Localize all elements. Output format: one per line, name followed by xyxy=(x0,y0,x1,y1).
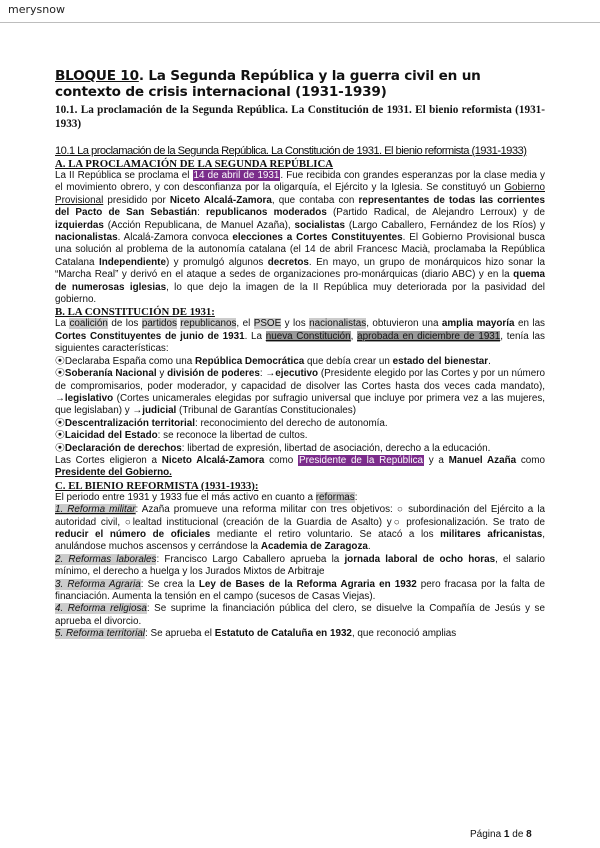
bullet-item xyxy=(55,443,545,455)
document-content xyxy=(55,68,545,641)
section-b-closing xyxy=(55,455,545,480)
text: : → xyxy=(259,368,276,380)
independiente: Independiente xyxy=(99,256,166,268)
text: como xyxy=(264,454,298,466)
declaracion-derechos: Declaración de derechos xyxy=(64,442,182,454)
text: ) y promulgó algunos xyxy=(165,256,268,268)
reducir-oficiales: reducir el número de oficiales xyxy=(55,528,211,540)
reform-item xyxy=(55,603,545,628)
highlight-coalicion: coalición xyxy=(69,318,108,330)
niceto-name: Niceto Alcalá-Zamora xyxy=(161,454,265,466)
highlight-partidos: partidos xyxy=(141,318,177,330)
ejecutivo: ejecutivo xyxy=(275,368,319,380)
document-subtitle: 10.1. La proclamación de la Segunda República. La Constitución de 1931. El bienio reformista (1931- 1933) xyxy=(55,104,545,130)
highlight-republicanos: republicanos xyxy=(180,318,237,330)
page-number xyxy=(470,829,532,840)
text: El periodo entre 1931 y 1933 fue el más activo en cuanto a xyxy=(55,491,316,503)
section-a-paragraph xyxy=(55,170,545,306)
bullet-item xyxy=(55,368,545,418)
descentralizacion: Descentralización territorial xyxy=(64,417,195,429)
academia-zaragoza: Academia de Zaragoza xyxy=(260,541,368,553)
text: La xyxy=(55,318,70,330)
current-page: 1 xyxy=(503,829,510,840)
division-poderes: división de poderes xyxy=(167,368,260,380)
section-b-heading: B. LA CONSTITUCIÓN DE 1931: xyxy=(55,306,215,319)
bullet-icon: ⦿ xyxy=(55,368,65,380)
elecciones-cortes: elecciones a Cortes Constituyentes xyxy=(232,232,403,244)
text: en las xyxy=(514,318,545,330)
reform-item xyxy=(55,554,545,579)
total-pages: 8 xyxy=(526,829,532,840)
text: . El Gobierno Provisional busca una solución al problema de la autonomía catalana (el 14 de abril Francesc Macià, proclamaba la República Catalana xyxy=(55,232,545,268)
text: : Francisco Largo Caballero aprueba la xyxy=(156,553,345,565)
bullet-item xyxy=(55,430,545,442)
text: Las Cortes eligieron a xyxy=(55,454,162,466)
text: : Se aprueba el xyxy=(145,628,215,640)
section-c-heading: C. EL BIENIO REFORMISTA (1931-1933): xyxy=(55,479,259,492)
manuel-azana: Manuel Azaña xyxy=(448,454,517,466)
amplia-mayoria: amplia mayoría xyxy=(441,318,515,330)
section-b-intro xyxy=(55,318,545,355)
text: (Partido Radical, de Alejandro Lerroux) y de xyxy=(326,207,545,219)
document-title xyxy=(55,68,545,100)
top-bar xyxy=(0,0,600,23)
text: : Se crea la xyxy=(140,578,199,590)
section-c-intro xyxy=(55,492,545,504)
decretos: decretos xyxy=(267,256,309,268)
text: mediante el retiro voluntario. Se atacó a los xyxy=(210,528,441,540)
niceto-name: Niceto Alcalá-Zamora xyxy=(169,194,272,206)
highlight-nacionalistas: nacionalistas xyxy=(309,318,367,330)
socialistas: socialistas xyxy=(294,219,346,231)
reform-item xyxy=(55,504,545,554)
text: . xyxy=(367,541,371,553)
text: : xyxy=(354,491,358,503)
text: , xyxy=(350,330,358,342)
reform-label: 1. Reforma militar xyxy=(55,504,136,516)
cortes-constituyentes: Cortes Constituyentes de junio de 1931 xyxy=(55,330,245,342)
footer-of: de xyxy=(509,829,527,840)
text: , el xyxy=(236,318,254,330)
text: presidido por xyxy=(103,194,170,206)
bullet-icon: ⦿ xyxy=(55,430,65,442)
bullet-item xyxy=(55,356,545,368)
text: : Se suprime la financiación pública del clero, se disuelve la Compañía de Jesús y se aprueba el divorcio. xyxy=(55,603,545,627)
estado-bienestar: estado del bienestar xyxy=(392,355,489,367)
text: , lo que dejo la imagen de la II República muy deteriorada por la pasividad del gobierno. xyxy=(55,281,545,306)
text: y xyxy=(156,368,168,380)
quema-iglesias: quema de numerosas iglesias xyxy=(55,269,545,293)
text: : Azaña promueve una reforma militar con tres objetivos: ○ subordinación del Ejército a la autoridad civil, ○lealtad institucional (creación de la Guardia de Asalto) y○ profesionalización. Se trato de xyxy=(55,504,546,528)
bloque-label: BLOQUE 10 xyxy=(55,68,139,84)
text: . La xyxy=(244,330,266,342)
highlight-reformas: reformas xyxy=(315,491,355,503)
text: , tenía las siguientes características: xyxy=(55,330,545,355)
text: (Acción Republicana, de Manuel Azaña), xyxy=(103,219,295,231)
text: , el salario mínimo, el derecho a huelga y los Jurados Mixtos de Arbitraje xyxy=(55,553,545,578)
judicial: judicial xyxy=(142,405,177,417)
text: . Alcalá-Zamora convoca xyxy=(117,232,233,244)
text: , que reconoció amplias xyxy=(351,628,457,640)
text: y los xyxy=(281,318,310,330)
text: (Largo Caballero, Fernández de los Ríos) y xyxy=(345,219,545,231)
text: que debía crear un xyxy=(304,355,393,367)
reform-label: 4. Reforma religiosa xyxy=(55,603,147,615)
text: : xyxy=(197,207,206,219)
bullet-item xyxy=(55,418,545,430)
text: , anulándose muchos ascensos y cerrándose la xyxy=(55,528,545,553)
text: y a xyxy=(424,454,449,466)
legislativo: legislativo xyxy=(64,392,114,404)
bullet-icon: ⦿ xyxy=(55,417,65,429)
reform-item xyxy=(55,579,545,604)
republicanos-moderados: republicanos moderados xyxy=(205,207,327,219)
reform-label: 5. Reforma territorial xyxy=(55,628,145,640)
text: Declaraba España como una xyxy=(64,355,195,367)
laicidad: Laicidad del Estado xyxy=(64,430,158,442)
highlight-presidente-republica: Presidente de la República xyxy=(299,454,423,466)
section-main-heading: 10.1 La proclamación de la Segunda República. La Constitución de 1931. El bienio reformista (1931-1933) xyxy=(55,145,527,157)
text: . En mayo, un grupo de monárquicos hizo sonar la “Marcha Real” y derivó en el ataque a sedes de organizaciones pro-monárquicas (diario ABC) y en la xyxy=(55,256,545,281)
highlighted-date: 14 de abril de 1931 xyxy=(193,170,280,181)
text: . xyxy=(488,355,491,367)
representantes: representantes de todas las corrientes del Pacto de San Sebastián xyxy=(55,194,545,219)
bullet-icon: ⦿ xyxy=(55,442,65,454)
text: pero fracasa por la falta de financiación. Aumenta la tensión en el campo (sucesos de Casas Viejas). xyxy=(55,578,545,602)
ley-bases: Ley de Bases de la Reforma Agraria en 1932 xyxy=(198,578,417,590)
text: : libertad de expresión, libertad de asociación, derecho a la educación. xyxy=(181,442,491,454)
republica-democratica: República Democrática xyxy=(195,355,305,367)
highlight-aprobada: aprobada en diciembre de 1931 xyxy=(357,330,501,342)
estatuto-cataluna: Estatuto de Cataluña en 1932 xyxy=(214,628,352,640)
gobierno-provisional: Gobierno Provisional xyxy=(55,182,545,206)
text: . Fue recibida con grandes esperanzas por la clase media y el movimiento obrero, y con desconfianza por la oligarquía, el Ejército y la Iglesia. Se constituyó un xyxy=(55,170,545,194)
text: : reconocimiento del derecho de autonomía. xyxy=(194,417,388,429)
militares-africanistas: militares africanistas xyxy=(440,528,543,540)
section-a-heading: A. LA PROCLAMACIÓN DE LA SEGUNDA REPÚBLICA xyxy=(55,158,334,170)
izquierdas: izquierdas xyxy=(55,219,104,231)
soberania-nacional: Soberanía Nacional xyxy=(64,368,157,380)
presidente-gobierno: Presidente del Gobierno. xyxy=(55,467,172,479)
nacionalistas: nacionalistas xyxy=(55,232,118,244)
text: (Presidente elegido por las Cortes y por un número de compromisarios, poder moderador, y capacidad de disolver las Cortes hasta dos veces cada mandato), → xyxy=(55,368,545,404)
footer-label: Página xyxy=(470,829,504,840)
text: (Cortes unicamerales elegidas por sufragio universal que incluye por primera vez a las mujeres, que legislaban) y → xyxy=(55,392,545,417)
text: : se reconoce la libertad de cultos. xyxy=(157,430,308,442)
highlight-nueva-constitucion: nueva Constitución xyxy=(265,330,351,342)
username: merysnow xyxy=(8,3,65,16)
reform-label: 3. Reforma Agraria xyxy=(55,578,141,590)
text: como xyxy=(516,454,545,466)
jornada-laboral: jornada laboral de ocho horas xyxy=(344,553,496,565)
title-text: . La Segunda República y la guerra civil en un contexto de crisis internacional (1931-1939) xyxy=(55,68,481,100)
highlight-psoe: PSOE xyxy=(253,318,282,330)
text: La II República se proclama el xyxy=(55,170,193,181)
text: (Tribunal de Garantías Constitucionales) xyxy=(176,405,356,417)
text: , obtuvieron una xyxy=(366,318,442,330)
text: , que contaba con xyxy=(271,194,359,206)
reform-label: 2. Reformas laborales xyxy=(55,553,157,565)
bullet-icon: ⦿ xyxy=(55,355,65,367)
text: de los xyxy=(107,318,142,330)
reform-item xyxy=(55,628,545,640)
